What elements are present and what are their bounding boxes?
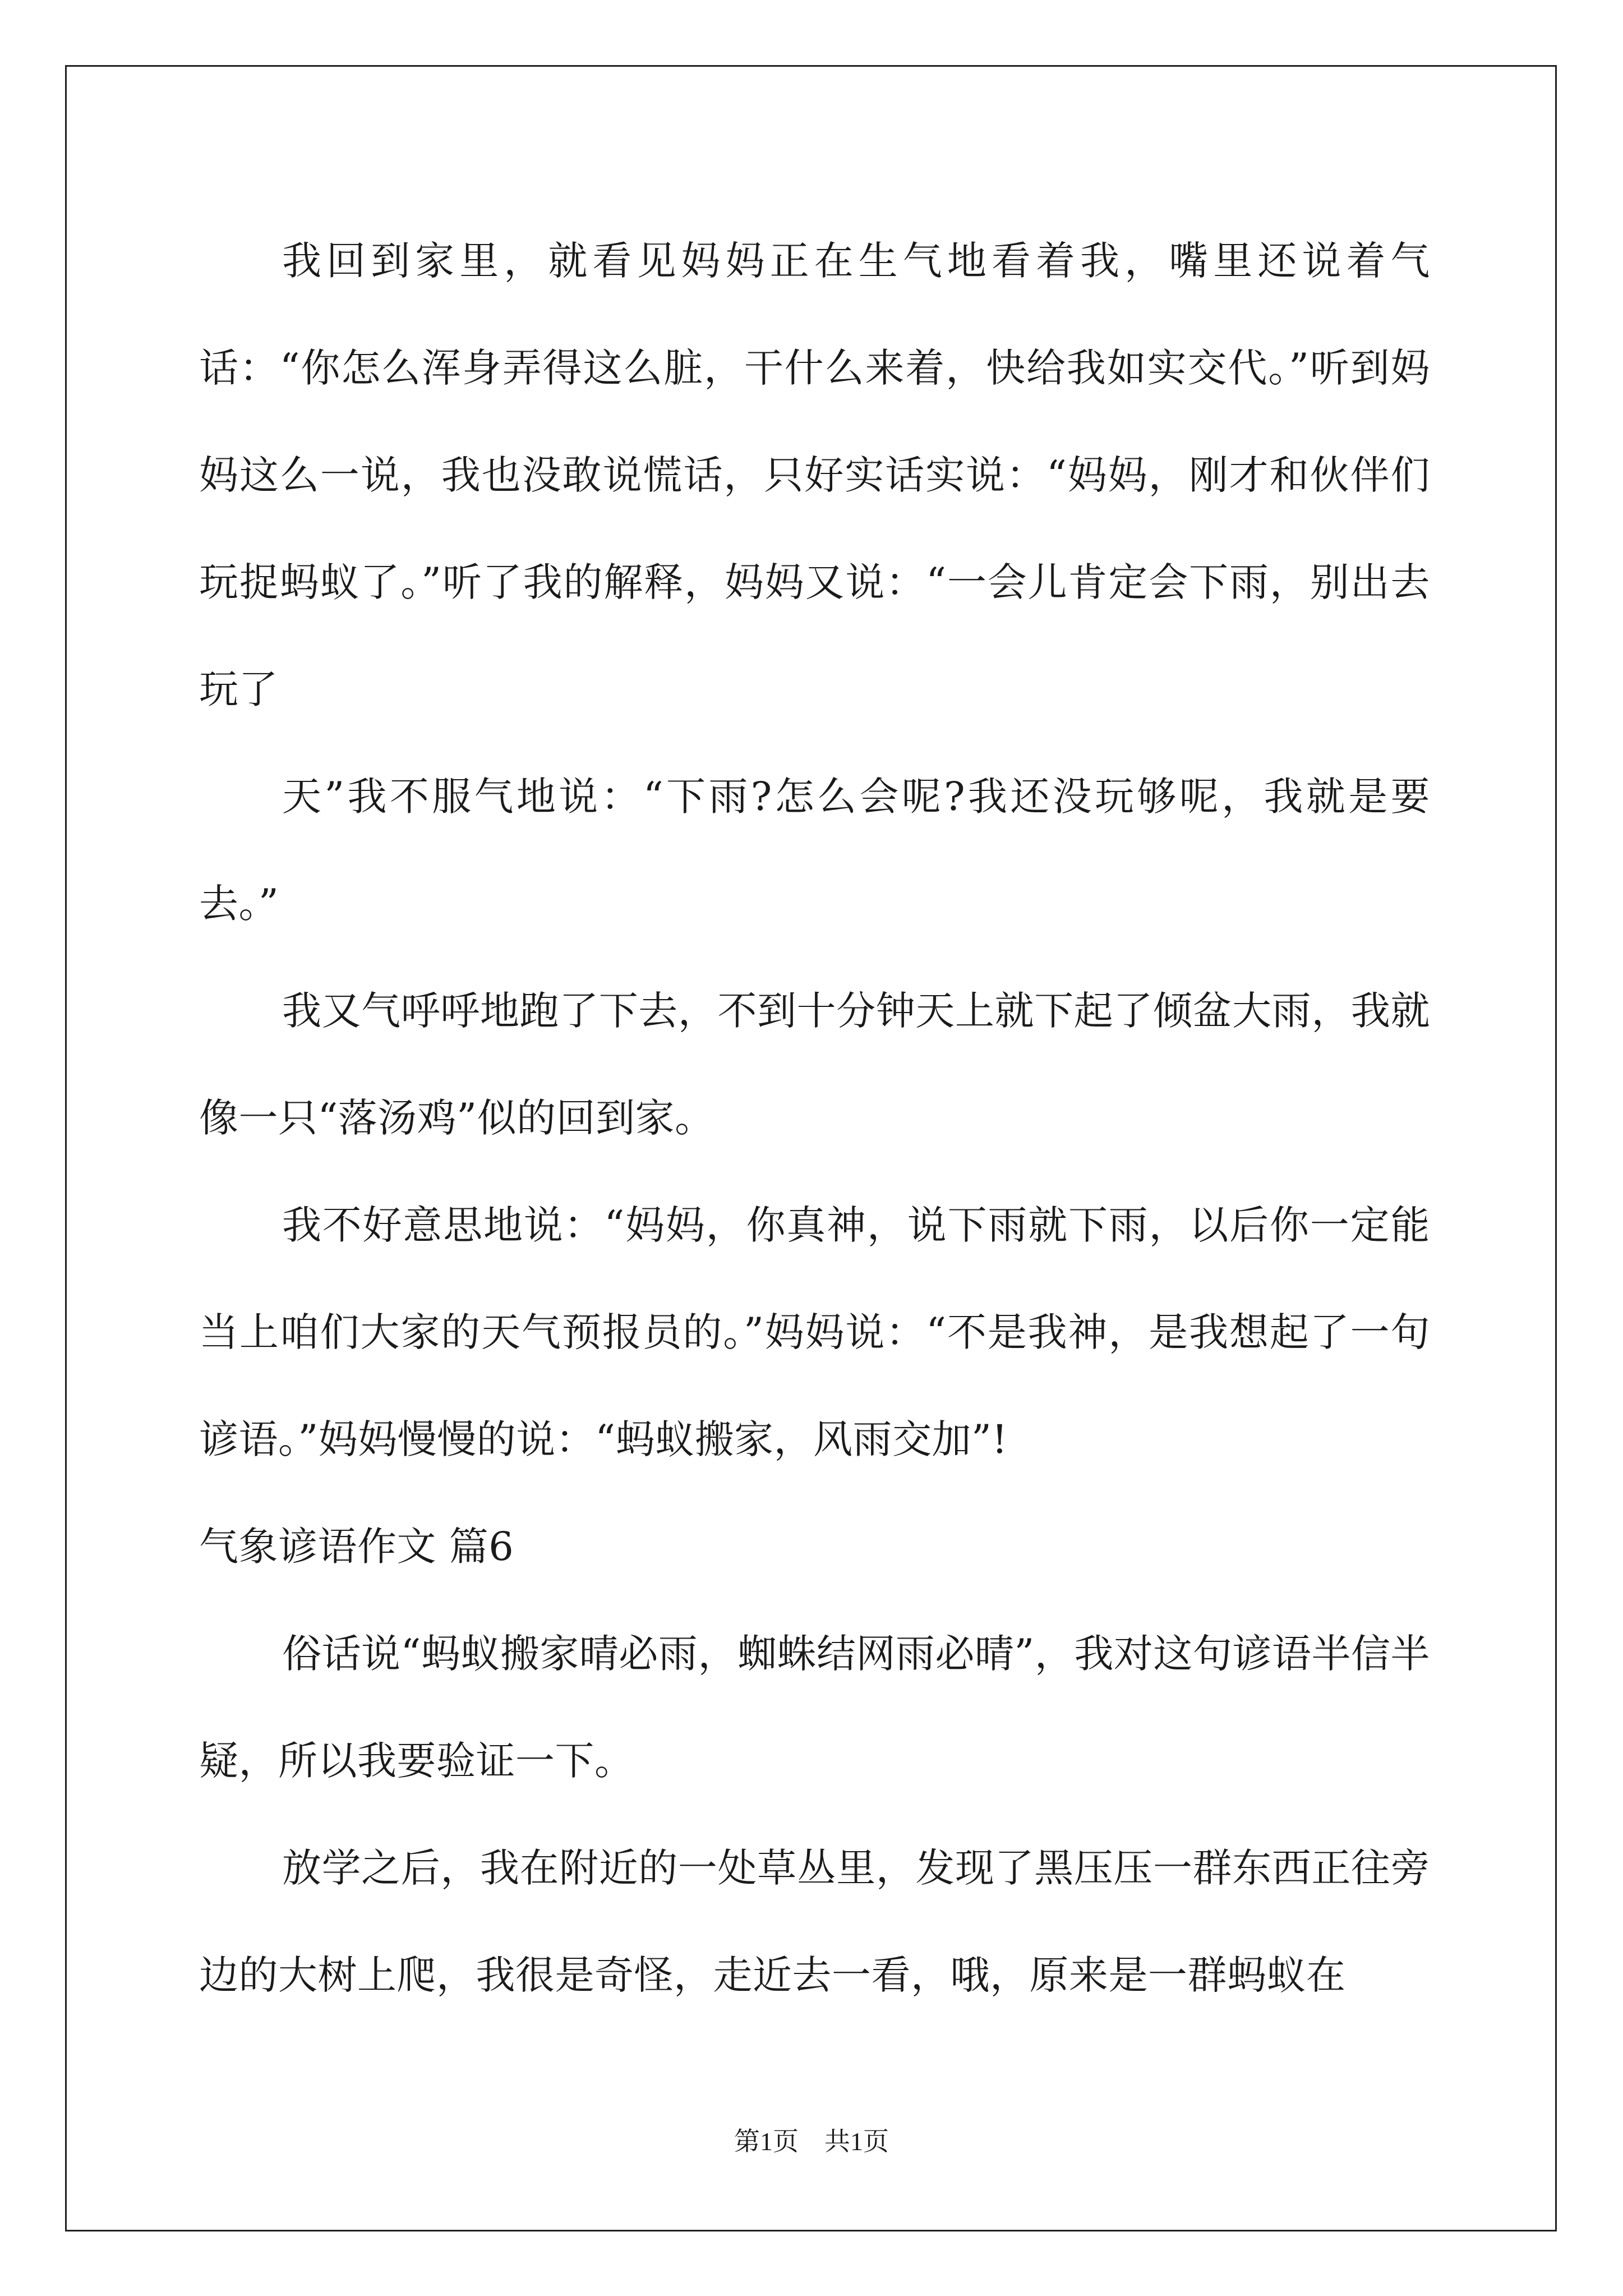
document-body: [199, 208, 1430, 2029]
paragraph-2: 天”我不服气地说：“下雨?怎么会呢?我还没玩够呢，我就是要去。”: [199, 774, 1430, 927]
paragraph-3: 我又气呼呼地跑了下去，不到十分钟天上就下起了倾盆大雨，我就像一只“落汤鸡”似的回到家。: [199, 988, 1430, 1141]
paragraph-6: 放学之后，我在附近的一处草丛里，发现了黑压压一群东西正往旁边的大树上爬，我很是奇怪，走近去一看，哦，原来是一群蚂蚁在: [199, 1845, 1430, 1998]
page-total: 共1页: [824, 2127, 889, 2156]
paragraph-1: 我回到家里，就看见妈妈正在生气地看着我，嘴里还说着气话：“你怎么浑身弄得这么脏，干什么来着，快给我如实交代。”听到妈妈这么一说，我也没敢说慌话，只好实话实说：“妈妈，刚才和伙伴们玩捉蚂蚁了。”听了我的解释，妈妈又说：“一会儿肯定会下雨，别出去玩了: [199, 238, 1430, 712]
page-footer: [0, 2125, 1623, 2159]
paragraph-5: 俗话说“蚂蚁搬家晴必雨，蜘蛛结网雨必晴”，我对这句谚语半信半疑，所以我要验证一下。: [199, 1631, 1430, 1784]
paragraph-4: 我不好意思地说：“妈妈，你真神，说下雨就下雨，以后你一定能当上咱们大家的天气预报员的。”妈妈说：“不是我神，是我想起了一句谚语。”妈妈慢慢的说：“蚂蚁搬家，风雨交加”!: [199, 1202, 1430, 1462]
section-heading: 气象谚语作文 篇6: [199, 1524, 514, 1570]
page-number: 第1页: [734, 2127, 799, 2156]
